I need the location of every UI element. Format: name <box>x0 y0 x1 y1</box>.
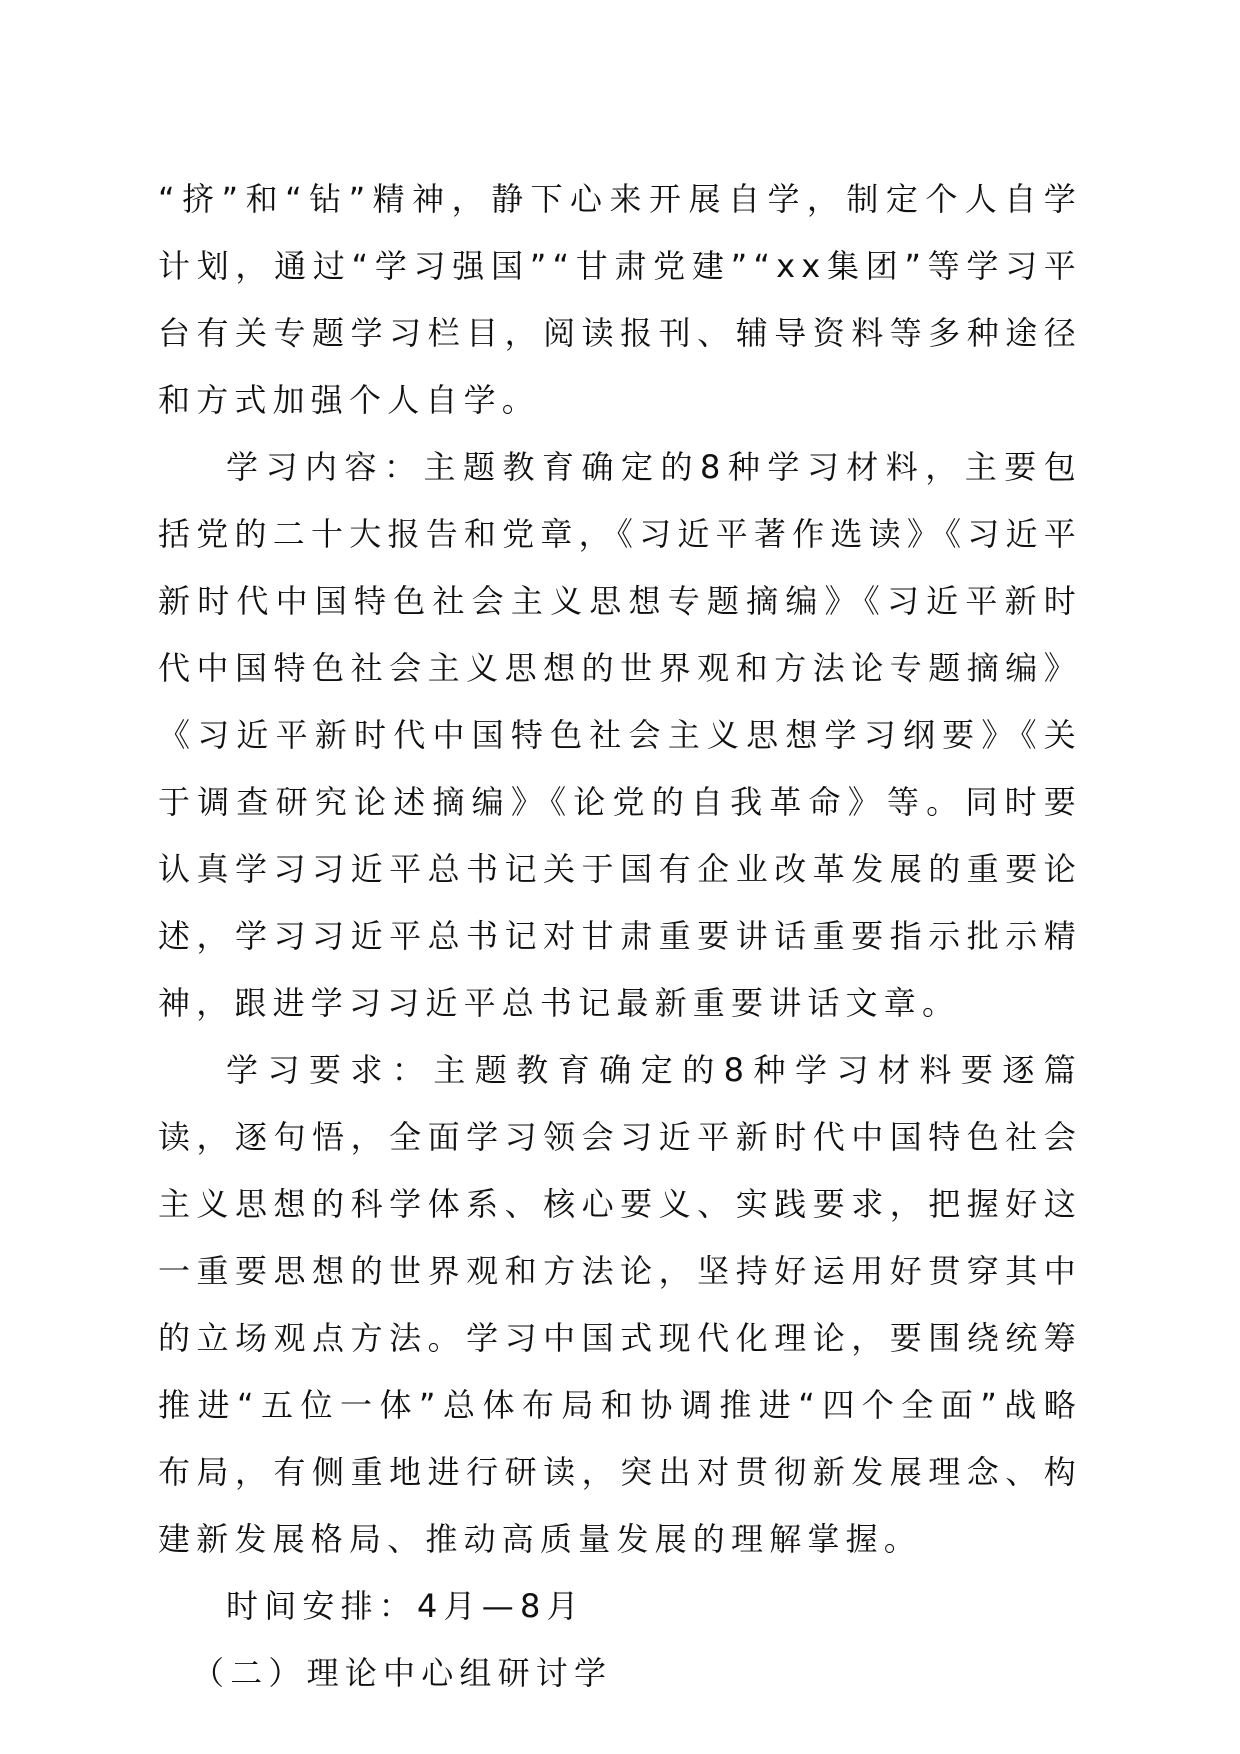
paragraph-study-content: 学习内容：主题教育确定的8种学习材料，主要包括党的二十大报告和党章，《习近平著作选读》《习近平新时代中国特色社会主义思想专题摘编》《习近平新时代中国特色社会主义思想的世界观和方法论专题摘编》《习近平新时代中国特色社会主义思想学习纲要》《关于调查研究论述摘编》《论党的自我革命》等。同时要认真学习习近平总书记关于国有企业改革发展的重要论述，学习习近平总书记对甘肃重要讲话重要指示批示精神，跟进学习习近平总书记最新重要讲话文章。 <box>158 448 1082 1022</box>
paragraph-schedule: 时间安排：4月—8月 <box>226 1587 585 1625</box>
document-page <box>158 166 1082 1707</box>
paragraph-self-study: “挤”和“钻”精神，静下心来开展自学，制定个人自学计划，通过“学习强国”“甘肃党建”“xx集团”等学习平台有关专题学习栏目，阅读报刊、辅导资料等多种途径和方式加强个人自学。 <box>158 180 1082 419</box>
paragraph-study-requirements: 学习要求：主题教育确定的8种学习材料要逐篇读，逐句悟，全面学习领会习近平新时代中国特色社会主义思想的科学体系、核心要义、实践要求，把握好这一重要思想的世界观和方法论，坚持好运用好贯穿其中的立场观点方法。学习中国式现代化理论，要围绕统筹推进“五位一体”总体布局和协调推进“四个全面”战略布局，有侧重地进行研读，突出对贯彻新发展理念、构建新发展格局、推动高质量发展的理解掌握。 <box>158 1051 1082 1558</box>
section-heading: （二）理论中心组研讨学 <box>192 1654 613 1692</box>
